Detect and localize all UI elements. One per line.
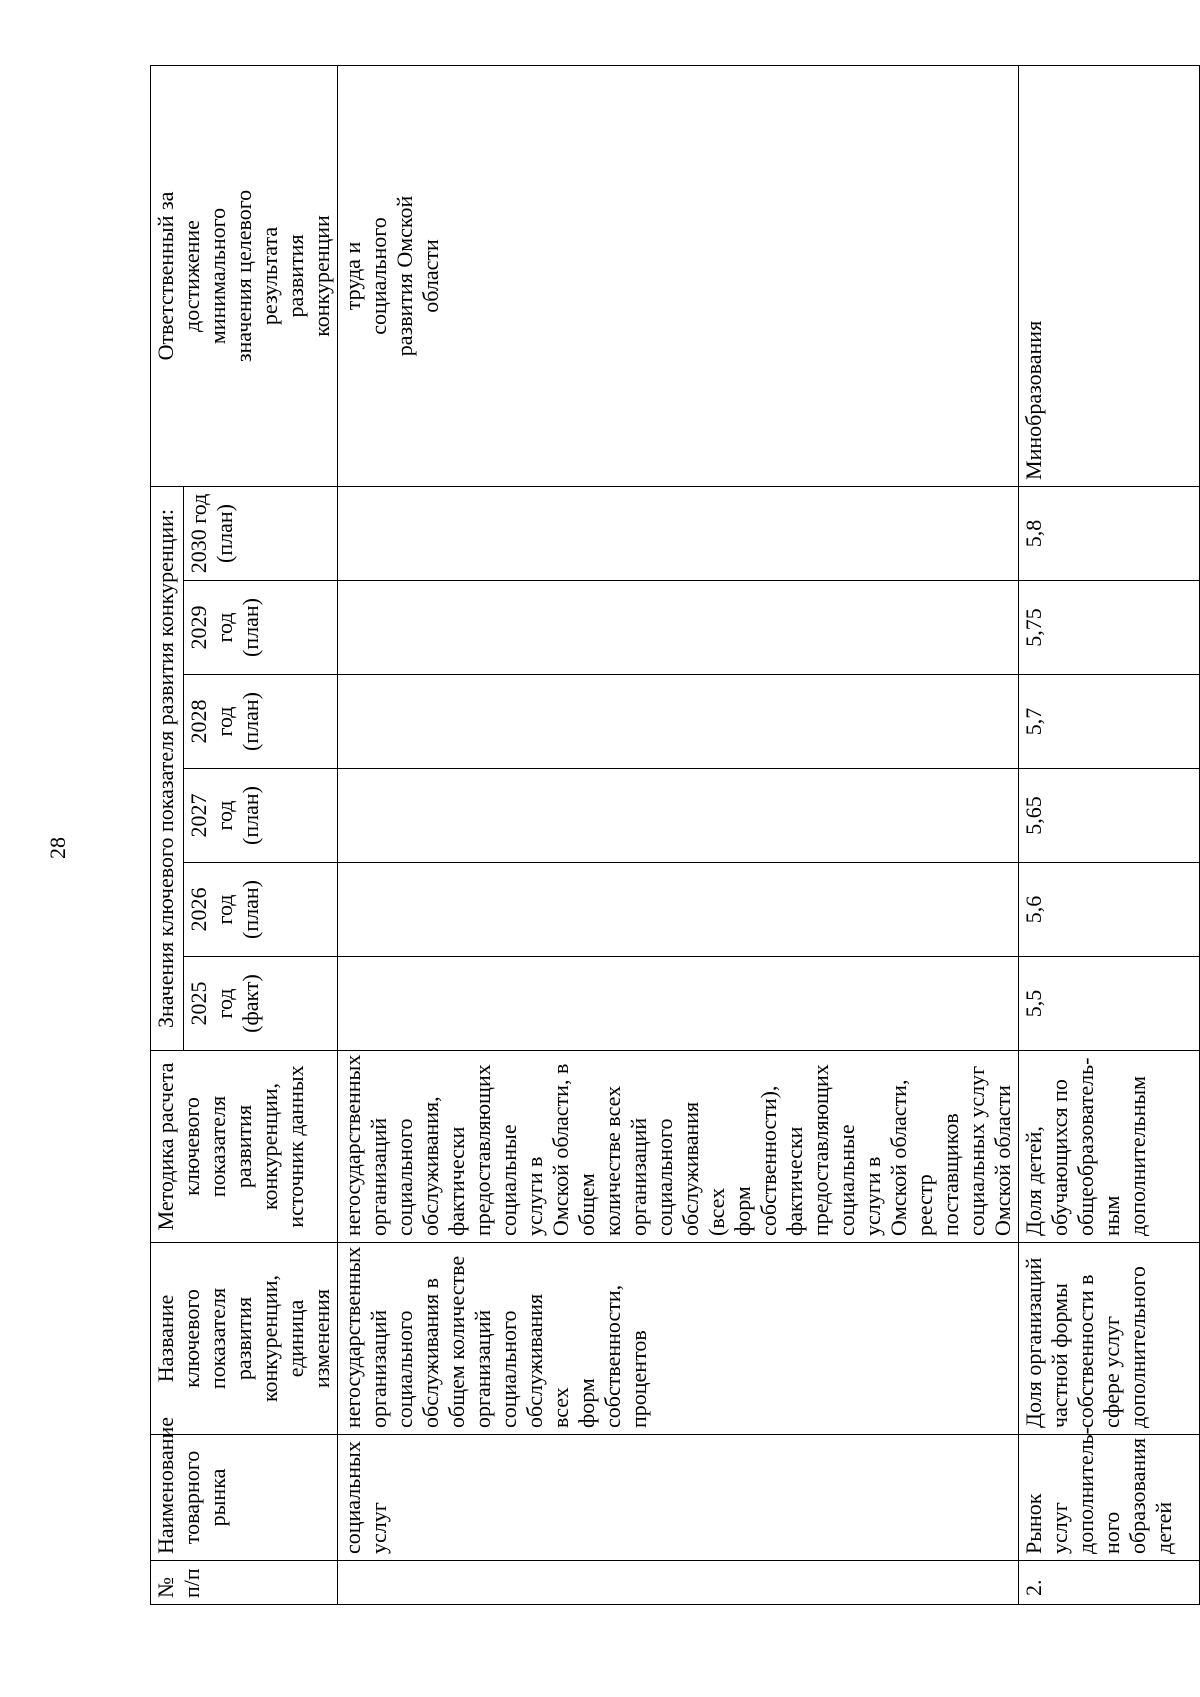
competition-indicators-table <box>150 65 1200 1605</box>
row-market: социальных услуг <box>338 1435 1019 1561</box>
header-year-2025: 2025 год (факт) <box>183 957 337 1051</box>
row-market: Рынок услуг дополнитель- ного образования детей <box>1019 1435 1200 1561</box>
rotated-table-container <box>150 65 1200 1605</box>
header-responsible: Ответственный за достижение минимального значения целевого результата развития конкуренции <box>151 66 338 487</box>
row-value-2026 <box>338 863 1019 957</box>
row-value-2030: 5,8 <box>1019 486 1200 580</box>
header-year-2026: 2026 год (план) <box>183 863 337 957</box>
row-num: 2. <box>1019 1561 1200 1605</box>
row-value-2029: 5,75 <box>1019 581 1200 675</box>
row-value-2028: 5,7 <box>1019 675 1200 769</box>
header-indicator: Название ключевого показателя развития конкуренции, единица изменения <box>151 1243 338 1435</box>
row-value-2026: 5,6 <box>1019 863 1200 957</box>
header-values-group: Значения ключевого показателя развития конкуренции: <box>151 486 184 1050</box>
row-value-2025: 5,5 <box>1019 957 1200 1051</box>
row-responsible: труда и социального развития Омской области <box>338 66 1019 487</box>
row-num <box>338 1561 1019 1605</box>
header-year-2028: 2028 год (план) <box>183 675 337 769</box>
page-number: 28 <box>45 837 70 859</box>
row-indicator: негосударственных организаций социального обслуживания в общем количестве организаций социального обслуживания всех форм собственности, процентов <box>338 1243 1019 1435</box>
header-row-1 <box>151 66 184 1605</box>
header-num: № п/п <box>151 1561 338 1605</box>
row-value-2025 <box>338 957 1019 1051</box>
row-method: Доля детей, обучающихся по общеобразователь- ным дополнительным <box>1019 1051 1200 1243</box>
row-value-2029 <box>338 581 1019 675</box>
header-year-2030: 2030 год (план) <box>183 486 337 580</box>
row-value-2027 <box>338 769 1019 863</box>
header-year-2027: 2027 год (план) <box>183 769 337 863</box>
row-indicator: Доля организаций частной формы собственности в сфере услуг дополнительного <box>1019 1243 1200 1435</box>
table-row <box>338 66 1019 1605</box>
table-row <box>1019 66 1200 1605</box>
header-year-2029: 2029 год (план) <box>183 581 337 675</box>
row-value-2027: 5,65 <box>1019 769 1200 863</box>
header-market: Наименование товарного рынка <box>151 1435 338 1561</box>
row-value-2030 <box>338 486 1019 580</box>
header-method: Методика расчета ключевого показателя развития конкуренции, источник данных <box>151 1051 338 1243</box>
row-value-2028 <box>338 675 1019 769</box>
row-responsible: Минобразования <box>1019 66 1200 487</box>
row-method: негосударственных организаций социального обслуживания, фактически предоставляющих социальные услуги в Омской области, в общем количестве всех организаций социального обслуживания (всех форм собственности), фактически предоставляющих социальные услуги в Омской области, реестр поставщиков социальных услуг Омской области <box>338 1051 1019 1243</box>
